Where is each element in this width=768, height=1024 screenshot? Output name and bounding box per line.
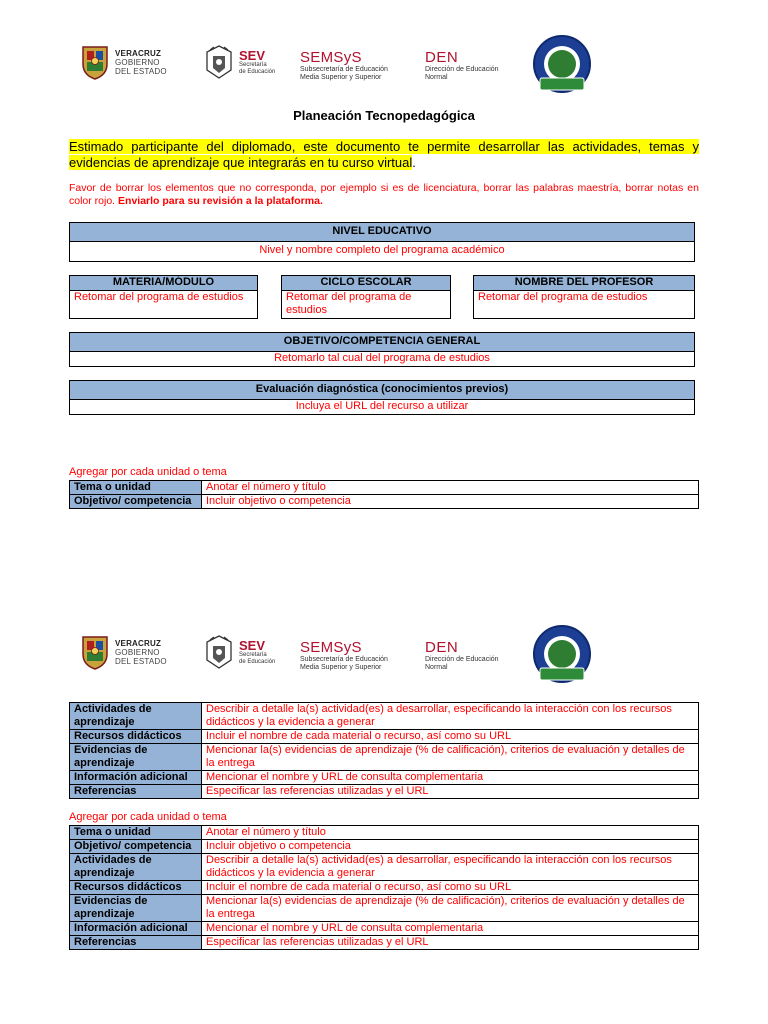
unit-row-label: Referencias — [70, 936, 202, 950]
unit-row — [70, 922, 699, 936]
logo-header-row — [0, 622, 768, 702]
objetivo-value[interactable]: Retomarlo tal cual del programa de estudios — [70, 352, 695, 367]
den-acronym: DEN — [425, 49, 459, 66]
unit-row — [70, 730, 699, 744]
unit-row-label: Evidencias de aprendizaje — [70, 895, 202, 922]
profesor-table — [473, 275, 695, 319]
unit-row-label: Objetivo/ competencia — [70, 840, 202, 854]
unit-row — [70, 481, 699, 495]
unit-row-label: Tema o unidad — [70, 481, 202, 495]
ciclo-table — [281, 275, 451, 319]
unit-row-label: Información adicional — [70, 771, 202, 785]
intro-paragraph — [69, 139, 699, 171]
page-title: Planeación Tecnopedagógica — [293, 108, 475, 123]
semsys-logo — [300, 640, 388, 672]
objetivo-header: OBJETIVO/COMPETENCIA GENERAL — [70, 333, 695, 352]
materia-table — [69, 275, 258, 319]
sev-line1: Secretaría — [239, 651, 267, 658]
evaluacion-header: Evaluación diagnóstica (conocimientos previos) — [70, 381, 695, 400]
semsys-line1: Subsecretaría de Educación — [300, 656, 388, 663]
sev-emblem-icon — [204, 634, 234, 670]
materia-value[interactable]: Retomar del programa de estudios — [70, 291, 258, 319]
den-logo — [425, 640, 499, 672]
unit-row — [70, 895, 699, 922]
unit-row-value[interactable]: Incluir el nombre de cada material o recurso, así como su URL — [202, 881, 699, 895]
unit-row-value[interactable]: Mencionar el nombre y URL de consulta complementaria — [202, 922, 699, 936]
magisterio-badge-icon — [530, 624, 594, 690]
semsys-acronym: SEMSyS — [300, 639, 362, 656]
unit-row-value[interactable]: Incluir objetivo o competencia — [202, 840, 699, 854]
unit-row-label: Actividades de aprendizaje — [70, 703, 202, 730]
unit-row-value[interactable]: Anotar el número y título — [202, 826, 699, 840]
magisterio-badge — [530, 624, 594, 690]
veracruz-logo — [80, 44, 167, 80]
unit-row — [70, 826, 699, 840]
nivel-educativo-header: NIVEL EDUCATIVO — [70, 223, 695, 242]
veracruz-line3: DEL ESTADO — [115, 656, 167, 666]
unit-row — [70, 744, 699, 771]
veracruz-logo — [80, 634, 167, 670]
unit-row-value[interactable]: Mencionar el nombre y URL de consulta complementaria — [202, 771, 699, 785]
den-line1: Dirección de Educación — [425, 66, 499, 73]
unit-table-continued — [69, 702, 699, 799]
semsys-line1: Subsecretaría de Educación — [300, 66, 388, 73]
ciclo-header: CICLO ESCOLAR — [282, 276, 451, 291]
profesor-header: NOMBRE DEL PROFESOR — [474, 276, 695, 291]
unit-row — [70, 785, 699, 799]
objetivo-table — [69, 332, 695, 367]
unit-row-value[interactable]: Describir a detalle la(s) actividad(es) a desarrollar, especificando la interacción con los recursos didácticos y la evidencia a generar — [202, 703, 699, 730]
sev-logo — [204, 44, 275, 80]
add-unit-label: Agregar por cada unidad o tema — [69, 466, 227, 478]
intro-highlighted-text: Estimado participante del diplomado, este documento te permite desarrollar las actividades, temas y evidencias de aprendizaje que integrarás en tu curso virtual — [69, 139, 699, 170]
nivel-educativo-value[interactable]: Nivel y nombre completo del programa académico — [70, 242, 695, 262]
veracruz-shield-icon — [80, 44, 110, 80]
unit-row — [70, 854, 699, 881]
den-logo — [425, 50, 499, 82]
sev-emblem-icon — [204, 44, 234, 80]
unit-row-label: Actividades de aprendizaje — [70, 854, 202, 881]
unit-row-label: Información adicional — [70, 922, 202, 936]
den-line2: Normal — [425, 664, 448, 671]
veracruz-line2: GOBIERNO — [115, 57, 160, 67]
evaluacion-table — [69, 380, 695, 415]
materia-header: MATERIA/MÓDULO — [70, 276, 258, 291]
veracruz-line1: VERACRUZ — [115, 48, 162, 58]
unit-row-label: Recursos didácticos — [70, 881, 202, 895]
unit-row — [70, 771, 699, 785]
unit-row — [70, 703, 699, 730]
den-line1: Dirección de Educación — [425, 656, 499, 663]
intro-period: . — [412, 155, 416, 170]
den-acronym: DEN — [425, 639, 459, 656]
unit-row-value[interactable]: Incluir objetivo o competencia — [202, 495, 699, 509]
veracruz-shield-icon — [80, 634, 110, 670]
ciclo-value[interactable]: Retomar del programa de estudios — [282, 291, 451, 319]
unit-row — [70, 881, 699, 895]
profesor-value[interactable]: Retomar del programa de estudios — [474, 291, 695, 319]
unit-row-value[interactable]: Describir a detalle la(s) actividad(es) a desarrollar, especificando la interacción con los recursos didácticos y la evidencia a generar — [202, 854, 699, 881]
unit-row — [70, 840, 699, 854]
instructions-note — [69, 182, 699, 208]
instructions-note-text: Favor de borrar los elementos que no corresponda, por ejemplo si es de licenciatura, borrar las palabras maestría, borrar notas en color rojo. — [69, 182, 699, 207]
unit-row-value[interactable]: Especificar las referencias utilizadas y el URL — [202, 936, 699, 950]
unit-row-label: Recursos didácticos — [70, 730, 202, 744]
semsys-logo — [300, 50, 388, 82]
unit-row-label: Tema o unidad — [70, 826, 202, 840]
unit-row-value[interactable]: Mencionar la(s) evidencias de aprendizaje (% de calificación), criterios de evaluación y detalles de la entrega — [202, 895, 699, 922]
unit-table — [69, 825, 699, 950]
sev-line2: de Educación — [239, 68, 276, 75]
instructions-note-bold: Enviarlo para su revisión a la plataforma. — [118, 195, 323, 207]
den-line2: Normal — [425, 74, 448, 81]
semsys-line2: Media Superior y Superior — [300, 74, 382, 81]
nivel-educativo-table — [69, 222, 695, 262]
sev-line1: Secretaría — [239, 61, 267, 68]
unit-row-label: Objetivo/ competencia — [70, 495, 202, 509]
sev-acronym: SEV — [239, 637, 266, 653]
unit-row-value[interactable]: Incluir el nombre de cada material o recurso, así como su URL — [202, 730, 699, 744]
veracruz-line2: GOBIERNO — [115, 647, 160, 657]
sev-logo — [204, 634, 275, 670]
evaluacion-value[interactable]: Incluya el URL del recurso a utilizar — [70, 400, 695, 415]
veracruz-line1: VERACRUZ — [115, 638, 162, 648]
magisterio-badge — [530, 34, 594, 100]
unit-row-label: Evidencias de aprendizaje — [70, 744, 202, 771]
unit-row-value[interactable]: Anotar el número y título — [202, 481, 699, 495]
unit-row — [70, 495, 699, 509]
unit-row — [70, 936, 699, 950]
add-unit-label: Agregar por cada unidad o tema — [69, 811, 227, 823]
magisterio-badge-icon — [530, 34, 594, 100]
logo-header-row — [0, 32, 768, 112]
semsys-acronym: SEMSyS — [300, 49, 362, 66]
unit-table — [69, 480, 699, 509]
sev-acronym: SEV — [239, 47, 266, 63]
sev-line2: de Educación — [239, 658, 276, 665]
unit-row-value[interactable]: Especificar las referencias utilizadas y el URL — [202, 785, 699, 799]
unit-row-value[interactable]: Mencionar la(s) evidencias de aprendizaje (% de calificación), criterios de evaluación y detalles de la entrega — [202, 744, 699, 771]
semsys-line2: Media Superior y Superior — [300, 664, 382, 671]
veracruz-line3: DEL ESTADO — [115, 66, 167, 76]
unit-row-label: Referencias — [70, 785, 202, 799]
